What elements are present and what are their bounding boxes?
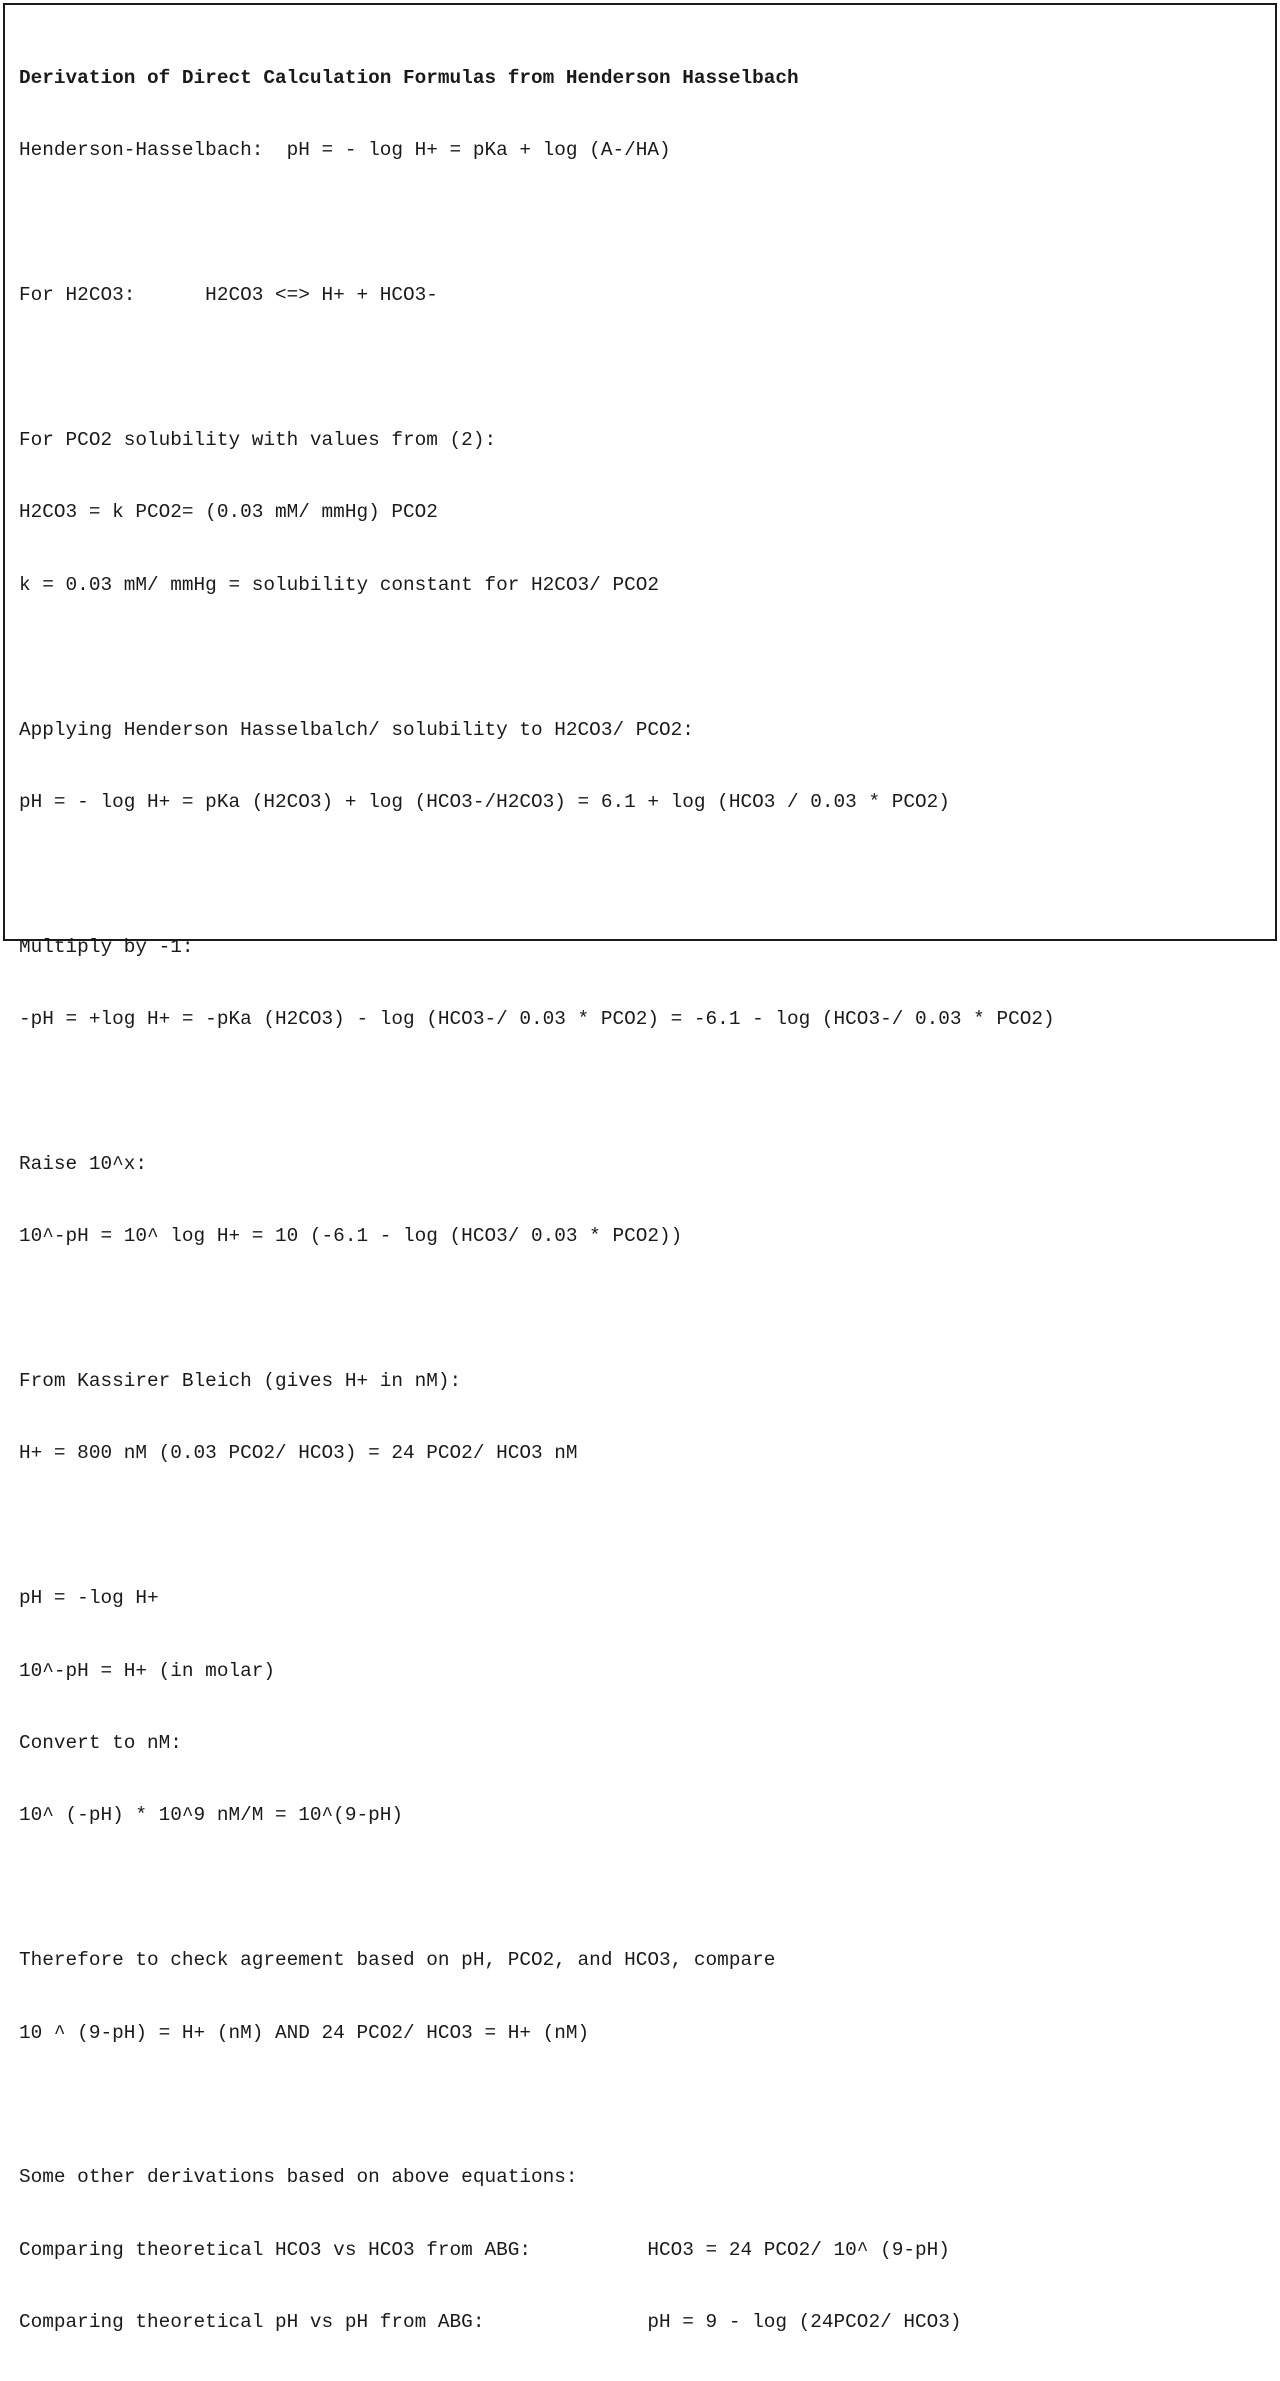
text-line: For PCO2 solubility with values from (2): <box>19 428 497 451</box>
document-title: Derivation of Direct Calculation Formulas from Henderson Hasselbach <box>19 67 799 89</box>
text-line: pH = - log H+ = pKa (H2CO3) + log (HCO3-/H2CO3) = 6.1 + log (HCO3 / 0.03 * PCO2) <box>19 790 950 813</box>
text-line: Applying Henderson Hasselbalch/ solubility to H2CO3/ PCO2: <box>19 718 694 741</box>
text-line: k = 0.03 mM/ mmHg = solubility constant for H2CO3/ PCO2 <box>19 573 659 596</box>
text-line: Multiply by -1: <box>19 935 194 958</box>
text-line <box>19 209 1055 237</box>
text-line: 10^-pH = H+ (in molar) <box>19 1659 275 1682</box>
document-frame <box>3 3 1277 2334</box>
text-line: Some other derivations based on above equations: <box>19 2166 578 2189</box>
text-line: From Kassirer Bleich (gives H+ in nM): <box>19 1370 462 1393</box>
text-line: -pH = +log H+ = -pKa (H2CO3) - log (HCO3-/ 0.03 * PCO2) = -6.1 - log (HCO3-/ 0.03 * PCO2) <box>19 1008 1055 1031</box>
text-line: H2CO3 = k PCO2= (0.03 mM/ mmHg) PCO2 <box>19 501 438 524</box>
text-line <box>19 354 1055 382</box>
text-line: 10^ (-pH) * 10^9 nM/M = 10^(9-pH) <box>19 1804 403 1827</box>
text-line: Therefore to check agreement based on pH, PCO2, and HCO3, compare <box>19 1949 776 1972</box>
text-line: H+ = 800 nM (0.03 PCO2/ HCO3) = 24 PCO2/ HCO3 nM <box>19 1442 578 1465</box>
text-line: Henderson-Hasselbach: pH = - log H+ = pKa + log (A-/HA) <box>19 139 671 162</box>
text-line: pH = -log H+ <box>19 1587 159 1610</box>
text-line: 10 ^ (9-pH) = H+ (nM) AND 24 PCO2/ HCO3 = H+ (nM) <box>19 2021 590 2044</box>
text-line <box>19 1077 1055 1105</box>
text-line: Convert to nM: <box>19 1731 182 1754</box>
text-line <box>19 1874 1055 1902</box>
text-line: Raise 10^x: <box>19 1152 147 1175</box>
document-body <box>19 20 1055 2381</box>
text-line <box>19 1512 1055 1540</box>
text-line: For H2CO3: H2CO3 <=> H+ + HCO3- <box>19 284 438 307</box>
text-line: Comparing theoretical HCO3 vs HCO3 from ABG: HCO3 = 24 PCO2/ 10^ (9-pH) <box>19 2238 950 2261</box>
text-line <box>19 2091 1055 2119</box>
text-line <box>19 860 1055 888</box>
text-line <box>19 1295 1055 1323</box>
text-line <box>19 643 1055 671</box>
text-line: Comparing theoretical pH vs pH from ABG: pH = 9 - log (24PCO2/ HCO3) <box>19 2311 962 2334</box>
text-line: 10^-pH = 10^ log H+ = 10 (-6.1 - log (HCO3/ 0.03 * PCO2)) <box>19 1225 683 1248</box>
